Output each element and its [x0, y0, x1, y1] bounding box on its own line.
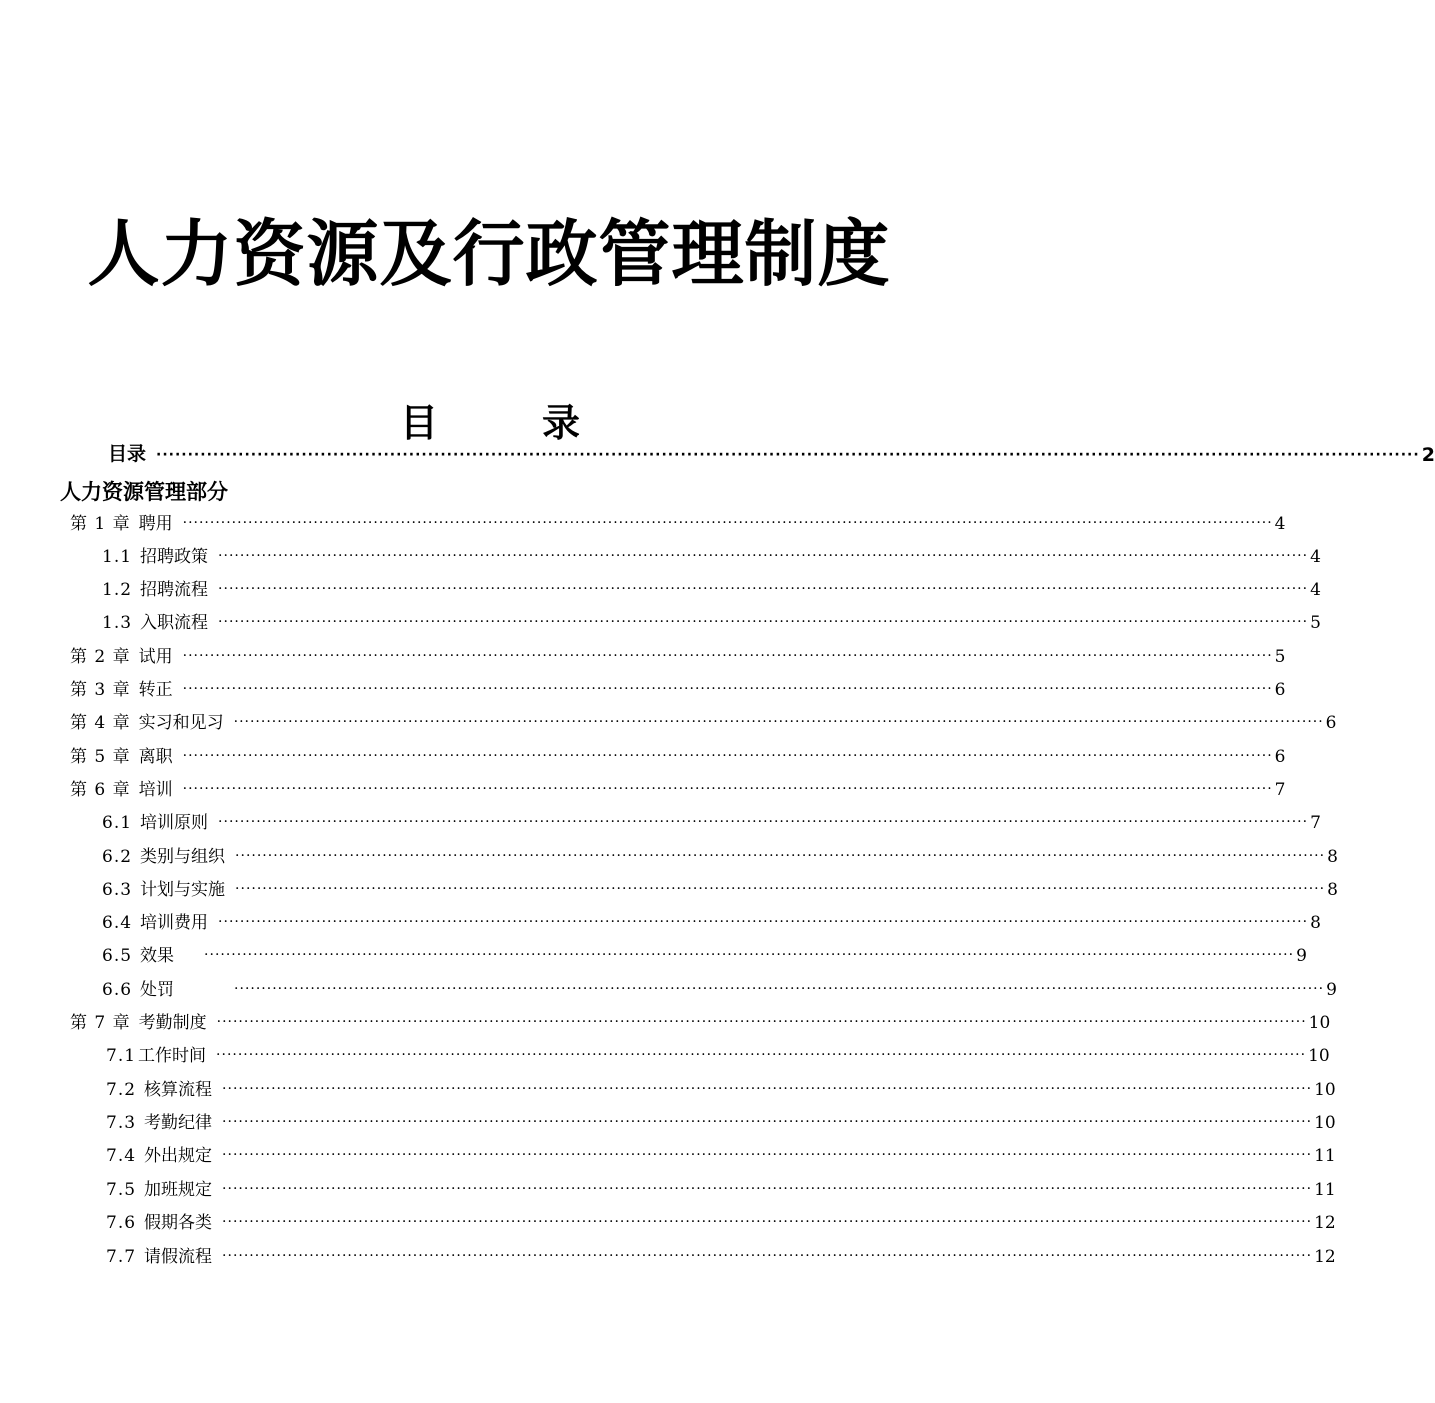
toc-entry-label: 加班规定	[144, 1180, 213, 1200]
dot-leader: ········································································································································································································	[218, 914, 1309, 930]
dot-leader: ········································································································································································································	[218, 814, 1309, 830]
dot-leader: ········································································································································································································	[233, 714, 1324, 730]
dot-leader: ········································································································································································································	[182, 781, 1273, 797]
toc-entry-label: 培训原则	[140, 813, 209, 833]
toc-entry[interactable]	[106, 1076, 1336, 1100]
toc-entry-label: 聘用	[138, 514, 173, 534]
toc-entry-label: 培训费用	[140, 913, 209, 933]
dot-leader: ········································································································································································································	[234, 981, 1325, 997]
toc-entry-page: 7	[1310, 813, 1321, 833]
toc-entry-label: 入职流程	[140, 613, 209, 633]
dot-leader: ········································································································································································································	[218, 614, 1309, 630]
toc-entry-number: 第 6 章	[70, 780, 131, 800]
toc-entry[interactable]	[106, 1243, 1336, 1267]
toc-entry-page: 4	[1310, 547, 1321, 567]
dot-leader: ········································································································································································································	[222, 1214, 1313, 1230]
toc-heading-char-2: 录	[541, 401, 580, 445]
toc-entry-number: 7.5	[106, 1180, 137, 1200]
toc-entry[interactable]	[102, 876, 1338, 900]
dot-leader: ········································································································································································································	[222, 1114, 1313, 1130]
dot-leader: ········································································································································································································	[182, 515, 1273, 531]
toc-entry-page: 8	[1327, 847, 1338, 867]
toc-entry-label: 实习和见习	[138, 713, 224, 733]
dot-leader: ········································································································································································································	[222, 1181, 1313, 1197]
dot-leader: ········································································································································································································	[235, 881, 1326, 897]
dot-leader: ········································································································································································································	[222, 1147, 1313, 1163]
toc-entry-page: 12	[1314, 1247, 1336, 1267]
toc-entry-page: 2	[1421, 444, 1435, 466]
toc-entry[interactable]	[106, 1042, 1330, 1066]
toc-entry-page: 6	[1325, 713, 1337, 733]
toc-entry[interactable]	[102, 809, 1321, 833]
toc-entry-number: 第 3 章	[70, 680, 131, 700]
dot-leader: ········································································································································································································	[204, 947, 1295, 963]
toc-entry-number: 1.3	[102, 613, 133, 633]
dot-leader: ········································································································································································································	[216, 1014, 1307, 1030]
section-heading: 人力资源管理部分	[60, 480, 228, 504]
toc-entry-page: 5	[1310, 613, 1321, 633]
toc-entry-page: 11	[1314, 1146, 1336, 1166]
toc-entry-number: 7.2	[106, 1080, 137, 1100]
toc-entry-page: 9	[1326, 980, 1337, 1000]
toc-entry-page: 10	[1308, 1046, 1330, 1066]
toc-entry[interactable]	[108, 442, 1435, 466]
toc-entry-label: 考勤制度	[138, 1013, 207, 1033]
toc-entry[interactable]	[70, 709, 1337, 733]
toc-entry[interactable]	[102, 843, 1338, 867]
toc-entry-number: 1.2	[102, 580, 133, 600]
dot-leader: ········································································································································································································	[182, 748, 1273, 764]
toc-heading-char-1: 目	[400, 401, 439, 445]
toc-entry-label: 培训	[138, 780, 173, 800]
toc-entry-page: 10	[1314, 1113, 1336, 1133]
toc-entry-page: 8	[1310, 913, 1321, 933]
toc-entry[interactable]	[106, 1176, 1336, 1200]
toc-entry-number: 第 5 章	[70, 747, 131, 767]
toc-entry-label: 离职	[138, 747, 173, 767]
toc-entry[interactable]	[102, 576, 1321, 600]
dot-leader: ········································································································································································································	[218, 548, 1309, 564]
toc-entry-page: 6	[1274, 680, 1286, 700]
toc-entry-number: 6.4	[102, 913, 133, 933]
toc-entry[interactable]	[70, 1009, 1331, 1033]
toc-entry-label: 处罚	[140, 980, 175, 1000]
toc-entry[interactable]	[70, 676, 1286, 700]
toc-entry-number: 6.3	[102, 880, 133, 900]
toc-entry-page: 11	[1314, 1180, 1336, 1200]
toc-entry-number: 7.3	[106, 1113, 137, 1133]
toc-entry-label: 核算流程	[144, 1080, 213, 1100]
toc-entry-label: 效果	[140, 946, 175, 966]
toc-entry[interactable]	[106, 1109, 1336, 1133]
toc-entry-page: 6	[1274, 747, 1286, 767]
toc-entry-page: 9	[1296, 946, 1307, 966]
dot-leader: ········································································································································································································	[222, 1081, 1313, 1097]
dot-leader: ········································································································································································································	[182, 681, 1273, 697]
toc-heading	[400, 392, 580, 447]
toc-entry-number: 第 2 章	[70, 647, 131, 667]
toc-entry-number: 6.2	[102, 847, 133, 867]
toc-entry[interactable]	[70, 743, 1286, 767]
dot-leader: ········································································································································································································	[222, 1248, 1313, 1264]
toc-entry[interactable]	[70, 643, 1286, 667]
toc-entry-label: 假期各类	[144, 1213, 213, 1233]
toc-entry-page: 8	[1327, 880, 1338, 900]
document-title: 人力资源及行政管理制度	[87, 212, 891, 296]
toc-entry-number: 7.7	[106, 1247, 137, 1267]
toc-entry-page: 7	[1274, 780, 1286, 800]
toc-entry-number: 7.1	[106, 1046, 137, 1066]
toc-entry[interactable]	[106, 1209, 1336, 1233]
toc-entry-number: 6.5	[102, 946, 133, 966]
dot-leader: ········································································································································································································	[235, 848, 1326, 864]
dot-leader: ········································································································································································································	[218, 581, 1309, 597]
toc-entry-label: 请假流程	[144, 1247, 213, 1267]
toc-entry-label: 转正	[138, 680, 173, 700]
toc-entry-page: 10	[1308, 1013, 1331, 1033]
dot-leader: ········································································································································································································	[156, 447, 1420, 463]
toc-entry[interactable]	[102, 543, 1321, 567]
toc-entry-label: 考勤纪律	[144, 1113, 213, 1133]
toc-entry-label: 类别与组织	[140, 847, 226, 867]
toc-entry-page: 5	[1274, 647, 1286, 667]
toc-entry-number: 第 4 章	[70, 713, 131, 733]
toc-entry-label: 工作时间	[138, 1046, 207, 1066]
toc-entry-number: 7.6	[106, 1213, 137, 1233]
toc-entry-page: 4	[1274, 514, 1286, 534]
toc-entry-page: 10	[1314, 1080, 1336, 1100]
toc-entry-number: 1.1	[102, 547, 133, 567]
toc-entry-label: 招聘流程	[140, 580, 209, 600]
toc-entry[interactable]	[106, 1142, 1336, 1166]
toc-entry-label: 外出规定	[144, 1146, 213, 1166]
toc-entry-number: 第 7 章	[70, 1013, 131, 1033]
toc-entry[interactable]	[102, 976, 1337, 1000]
toc-entry-label: 试用	[138, 647, 173, 667]
toc-entry-label: 目录	[108, 443, 147, 465]
toc-entry[interactable]	[102, 942, 1307, 966]
toc-entry-page: 4	[1310, 580, 1321, 600]
toc-entry[interactable]	[102, 909, 1321, 933]
dot-leader: ········································································································································································································	[182, 648, 1273, 664]
toc-entry[interactable]	[70, 776, 1286, 800]
toc-entry-label: 招聘政策	[140, 547, 209, 567]
toc-entry-label: 计划与实施	[140, 880, 226, 900]
toc-entry-number: 6.6	[102, 980, 133, 1000]
toc-entry[interactable]	[102, 609, 1321, 633]
toc-entry[interactable]	[70, 510, 1286, 534]
dot-leader: ········································································································································································································	[216, 1047, 1307, 1063]
toc-entry-number: 第 1 章	[70, 514, 131, 534]
toc-entry-number: 6.1	[102, 813, 133, 833]
toc-entry-page: 12	[1314, 1213, 1336, 1233]
toc-entry-number: 7.4	[106, 1146, 137, 1166]
